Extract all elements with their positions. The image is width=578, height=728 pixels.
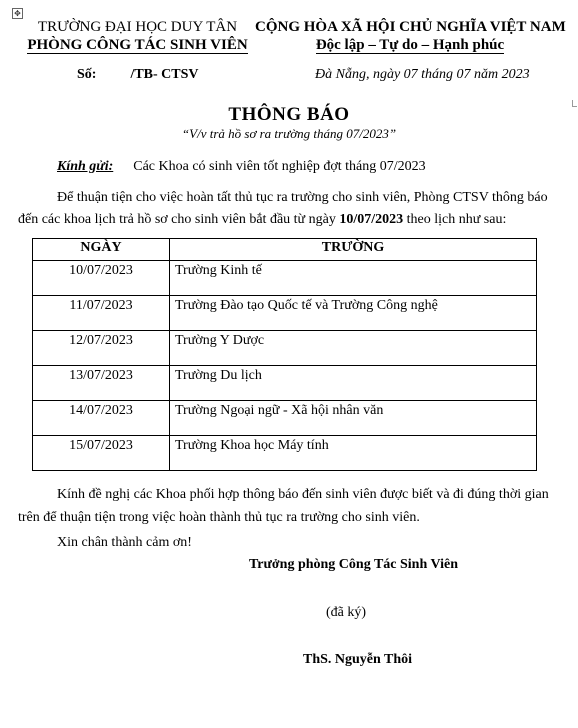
request-line-1: Kính đề nghị các Khoa phối hợp thông báo đến sinh viên được biết và đi đúng thời gian (57, 487, 549, 502)
document-subject: “V/v trả hồ sơ ra trường tháng 07/2023” (181, 126, 397, 141)
table-row (33, 401, 537, 436)
table-row (33, 366, 537, 401)
table-row (33, 331, 537, 366)
intro-line-2: đến các khoa lịch trả hồ sơ cho sinh viên bắt đầu từ ngày 10/07/2023 theo lịch như sau: (18, 212, 507, 227)
column-header-school: TRƯỜNG (170, 239, 537, 261)
recipient-label: Kính gửi: (57, 159, 114, 174)
national-header (255, 18, 565, 54)
nation-name: CỘNG HÒA XÃ HỘI CHỦ NGHĨA VIỆT NAM (255, 19, 566, 35)
document-date: Đà Nẵng, ngày 07 tháng 07 năm 2023 (315, 67, 530, 82)
national-motto: Độc lập – Tự do – Hạnh phúc (315, 37, 505, 53)
row-school: Trường Ngoại ngữ - Xã hội nhân văn (170, 401, 537, 436)
table-move-handle-icon[interactable]: ✥ (12, 8, 23, 19)
document-number-code: /TB- CTSV (130, 67, 199, 82)
table-header-row (33, 239, 537, 261)
table-row (33, 261, 537, 296)
signer-name: ThS. Nguyễn Thôi (303, 652, 413, 667)
row-date: 13/07/2023 (33, 366, 170, 401)
row-school: Trường Khoa học Máy tính (170, 436, 537, 471)
start-date: 10/07/2023 (339, 212, 404, 227)
row-school: Trường Y Dược (170, 331, 537, 366)
table-row (33, 436, 537, 471)
request-line-2: trên để thuận tiện trong việc hoàn thành thủ tục ra trường cho sinh viên. (18, 510, 420, 525)
document-number (77, 67, 199, 83)
department-name: PHÒNG CÔNG TÁC SINH VIÊN (27, 37, 248, 53)
row-date: 11/07/2023 (33, 296, 170, 331)
table-row (33, 296, 537, 331)
recipient-line (57, 159, 426, 175)
row-date: 12/07/2023 (33, 331, 170, 366)
row-date: 14/07/2023 (33, 401, 170, 436)
document-title: THÔNG BÁO (228, 104, 350, 125)
row-school: Trường Du lịch (170, 366, 537, 401)
row-date: 15/07/2023 (33, 436, 170, 471)
intro-line-1: Để thuận tiện cho việc hoàn tất thủ tục ra trường cho sinh viên, Phòng CTSV thông báo (57, 190, 548, 205)
row-date: 10/07/2023 (33, 261, 170, 296)
schedule-table (32, 238, 537, 471)
university-name: TRƯỜNG ĐẠI HỌC DUY TÂN (37, 19, 238, 35)
column-header-date: NGÀY (33, 239, 170, 261)
row-school: Trường Kinh tế (170, 261, 537, 296)
signer-position: Trưởng phòng Công Tác Sinh Viên (249, 557, 458, 572)
issuer-header (25, 18, 250, 54)
signed-note: (đã ký) (326, 605, 367, 620)
row-school: Trường Đào tạo Quốc tế và Trường Công nghệ (170, 296, 537, 331)
thanks-line: Xin chân thành cảm ơn! (57, 535, 192, 550)
document-number-label: Số: (77, 67, 97, 82)
recipient-text: Các Khoa có sinh viên tốt nghiệp đợt tháng 07/2023 (133, 159, 426, 174)
